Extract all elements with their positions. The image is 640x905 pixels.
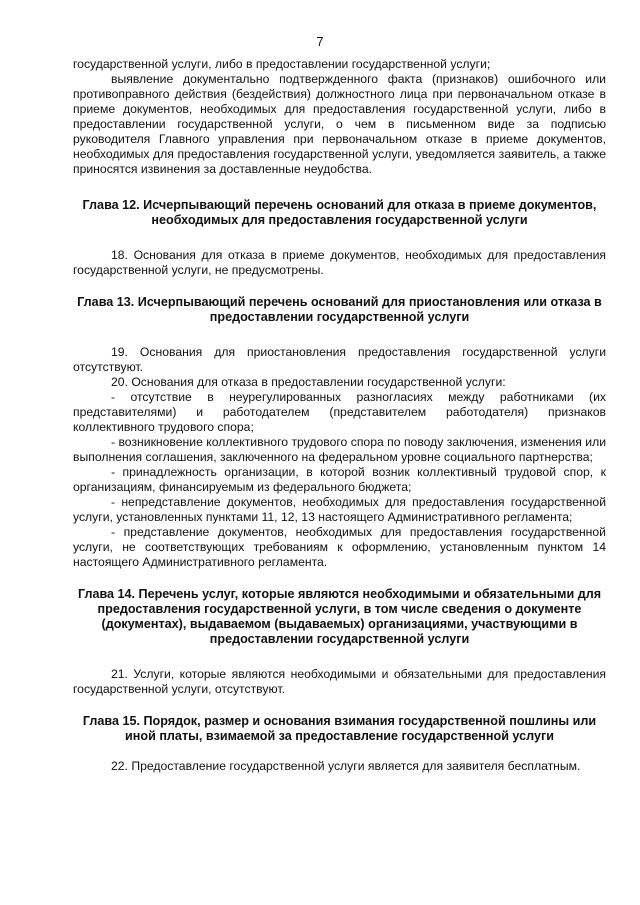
paragraph-19: 19. Основания для приостановления предоставления государственной услуги отсутствуют.: [73, 345, 606, 374]
paragraph-20: 20. Основания для отказа в предоставлении государственной услуги:: [111, 375, 506, 389]
document-body: [73, 57, 606, 774]
paragraph-21: 21. Услуги, которые являются необходимыми и обязательными для предоставления государственной услуги, отсутствуют.: [73, 667, 606, 696]
paragraph-20-item-5: - представление документов, необходимых для предоставления государственной услуги, не соответствующих требованиям к оформлению, установленным пунктом 14 настоящего Административного регламента.: [73, 525, 606, 569]
chapter-12-heading: Глава 12. Исчерпывающий перечень оснований для отказа в приеме документов, необходимых для предоставления государственной услуги: [82, 198, 597, 227]
paragraph-20-item-2: - возникновение коллективного трудового спора по поводу заключения, изменения или выполнения соглашения, заключенного на федеральном уровне социального партнерства;: [73, 435, 606, 464]
paragraph-intro-continuation: государственной услуги, либо в предоставлении государственной услуги;: [73, 57, 491, 71]
paragraph-20-item-1: - отсутствие в неурегулированных разногласиях между работниками (их представителями) и работодателем (представителем работодателя) признаков коллективного трудового спора;: [73, 390, 606, 434]
chapter-15-heading: Глава 15. Порядок, размер и основания взимания государственной пошлины или иной платы, взимаемой за предоставление государственной услуги: [82, 714, 597, 743]
paragraph-22: 22. Предоставление государственной услуги является для заявителя бесплатным.: [111, 759, 581, 773]
chapter-13-heading: Глава 13. Исчерпывающий перечень оснований для приостановления или отказа в предоставлении государственной услуги: [77, 295, 602, 324]
paragraph-18: 18. Основания для отказа в приеме документов, необходимых для предоставления государственной услуги, не предусмотрены.: [73, 248, 606, 277]
paragraph-20-item-3: - принадлежность организации, в которой возник коллективный трудовой спор, к организациям, финансируемым из федерального бюджета;: [73, 465, 606, 494]
paragraph-intro-violation: выявление документально подтвержденного факта (признаков) ошибочного или противоправного действия (бездействия) должностного лица при первоначальном отказе в приеме документов, необходимых для предоставления государственной услуги, либо в предоставлении государственной услуги, о чем в письменном виде за подписью руководителя Главного управления при первоначальном отказе в приеме документов, необходимых для предоставления государственной услуги, уведомляется заявитель, а также приносятся извинения за доставленные неудобства.: [73, 72, 606, 176]
chapter-14-heading: Глава 14. Перечень услуг, которые являются необходимыми и обязательными для предоставления государственной услуги, в том числе сведения о документе (документах), выдаваемом (выдаваемых) организациями, участвующими в предоставлении государственной услуги: [77, 587, 602, 646]
page-number: 7: [316, 34, 324, 49]
paragraph-20-item-4: - непредставление документов, необходимых для предоставления государственной услуги, установленных пунктами 11, 12, 13 настоящего Административного регламента;: [73, 495, 606, 524]
